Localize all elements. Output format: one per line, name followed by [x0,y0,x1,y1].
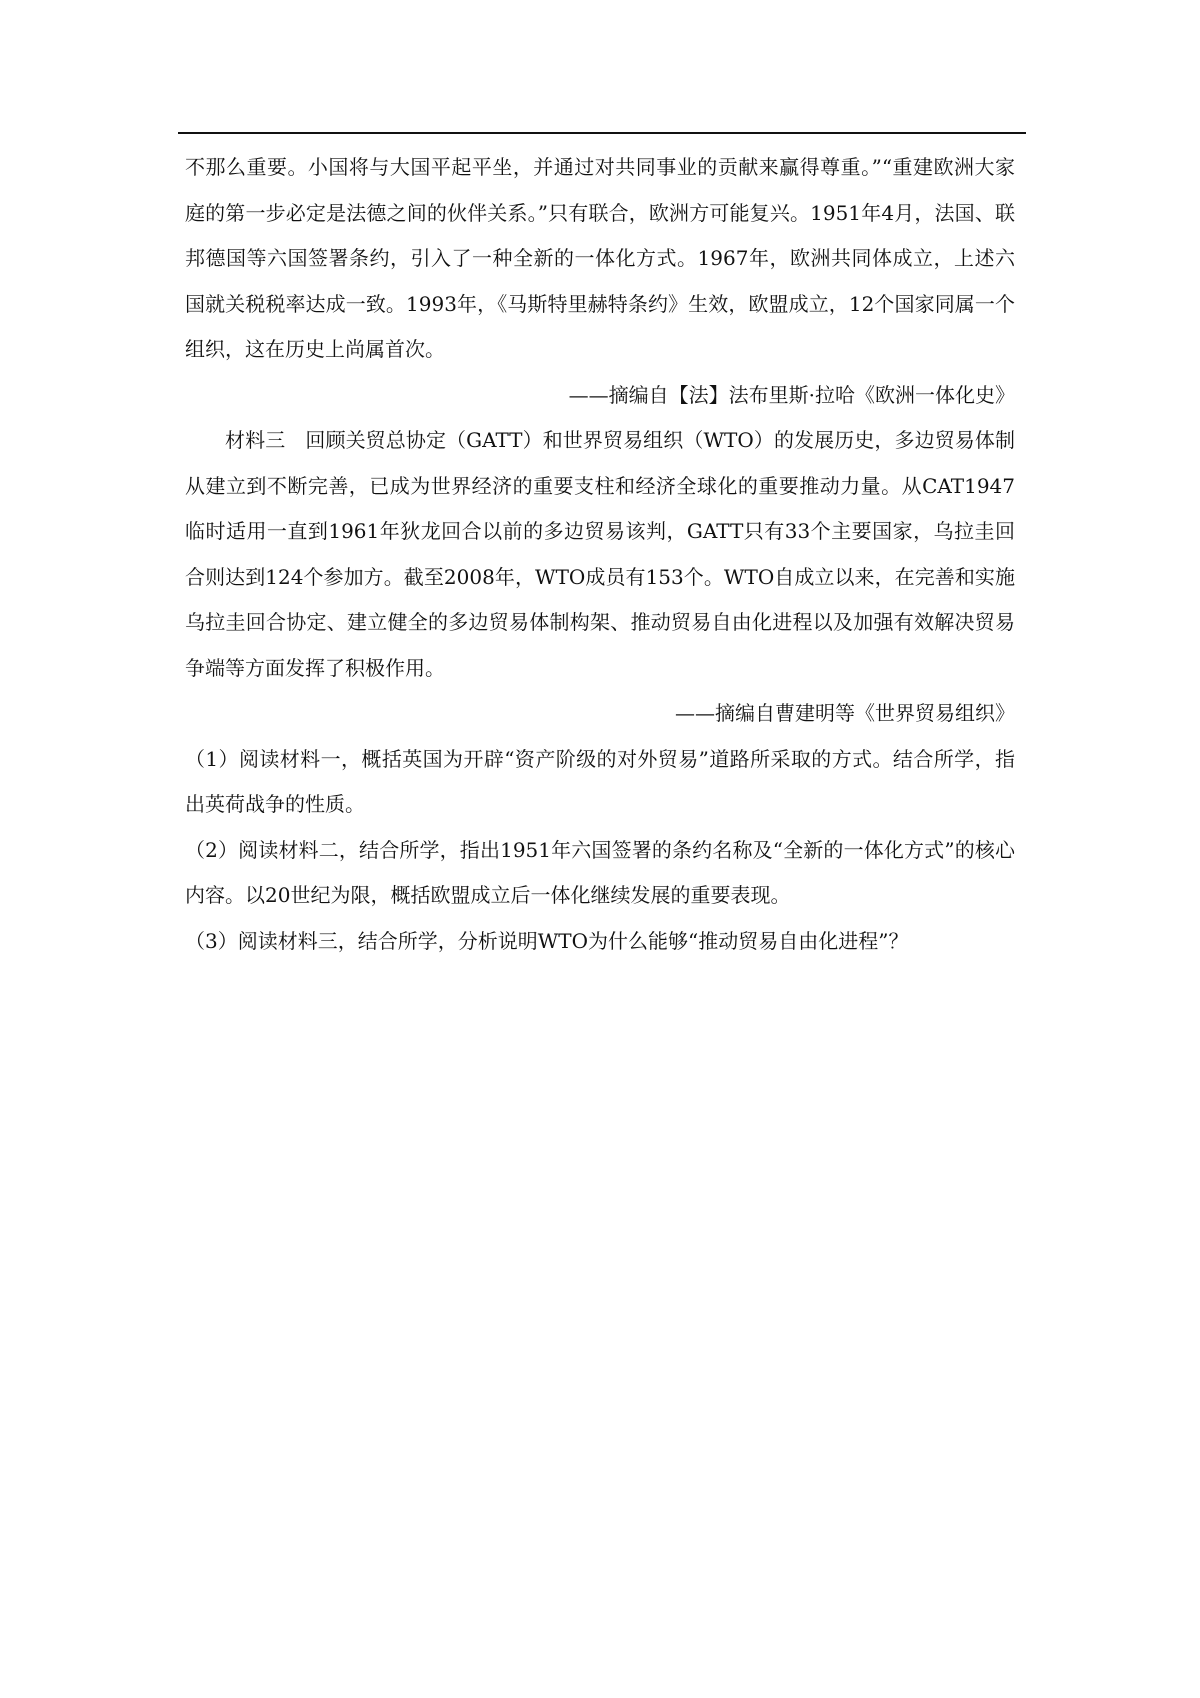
material2-tail-paragraph: 不那么重要。小国将与大国平起平坐，并通过对共同事业的贡献来赢得尊重。”“重建欧洲大家庭的第一步必定是法德之间的伙伴关系。”只有联合，欧洲方可能复兴。1951年4月，法国、联邦德国等六国签署条约，引入了一种全新的一体化方式。1967年，欧洲共同体成立，上述六国就关税税率达成一致。1993年，《马斯特里赫特条约》生效，欧盟成立，12个国家同属一个组织，这在历史上尚属首次。 [185,155,1015,361]
question-1: （1）阅读材料一，概括英国为开辟“资产阶级的对外贸易”道路所采取的方式。结合所学，指出英荷战争的性质。 [185,746,1015,816]
header-rule [178,132,1026,134]
material3-paragraph: 材料三 回顾关贸总协定（GATT）和世界贸易组织（WTO）的发展历史，多边贸易体制从建立到不断完善，已成为世界经济的重要支柱和经济全球化的重要推动力量。从CAT1947临时适用一直到1961年狄龙回合以前的多边贸易该判，GATT只有33个主要国家，乌拉圭回合则达到124个参加方。截至2008年，WTO成员有153个。WTO自成立以来，在完善和实施乌拉圭回合协定、建立健全的多边贸易体制构架、推动贸易自由化进程以及加强有效解决贸易争端等方面发挥了积极作用。 [185,428,1015,680]
question-2: （2）阅读材料二，结合所学，指出1951年六国签署的条约名称及“全新的一体化方式”的核心内容。以20世纪为限，概括欧盟成立后一体化继续发展的重要表现。 [185,837,1015,907]
material2-source: ——摘编自【法】法布里斯·拉哈《欧洲一体化史》 [568,382,1015,407]
material3-source: ——摘编自曹建明等《世界贸易组织》 [675,701,1015,725]
document-body [185,145,1015,964]
question-3: （3）阅读材料三，结合所学，分析说明WTO为什么能够“推动贸易自由化进程”？ [185,928,909,953]
